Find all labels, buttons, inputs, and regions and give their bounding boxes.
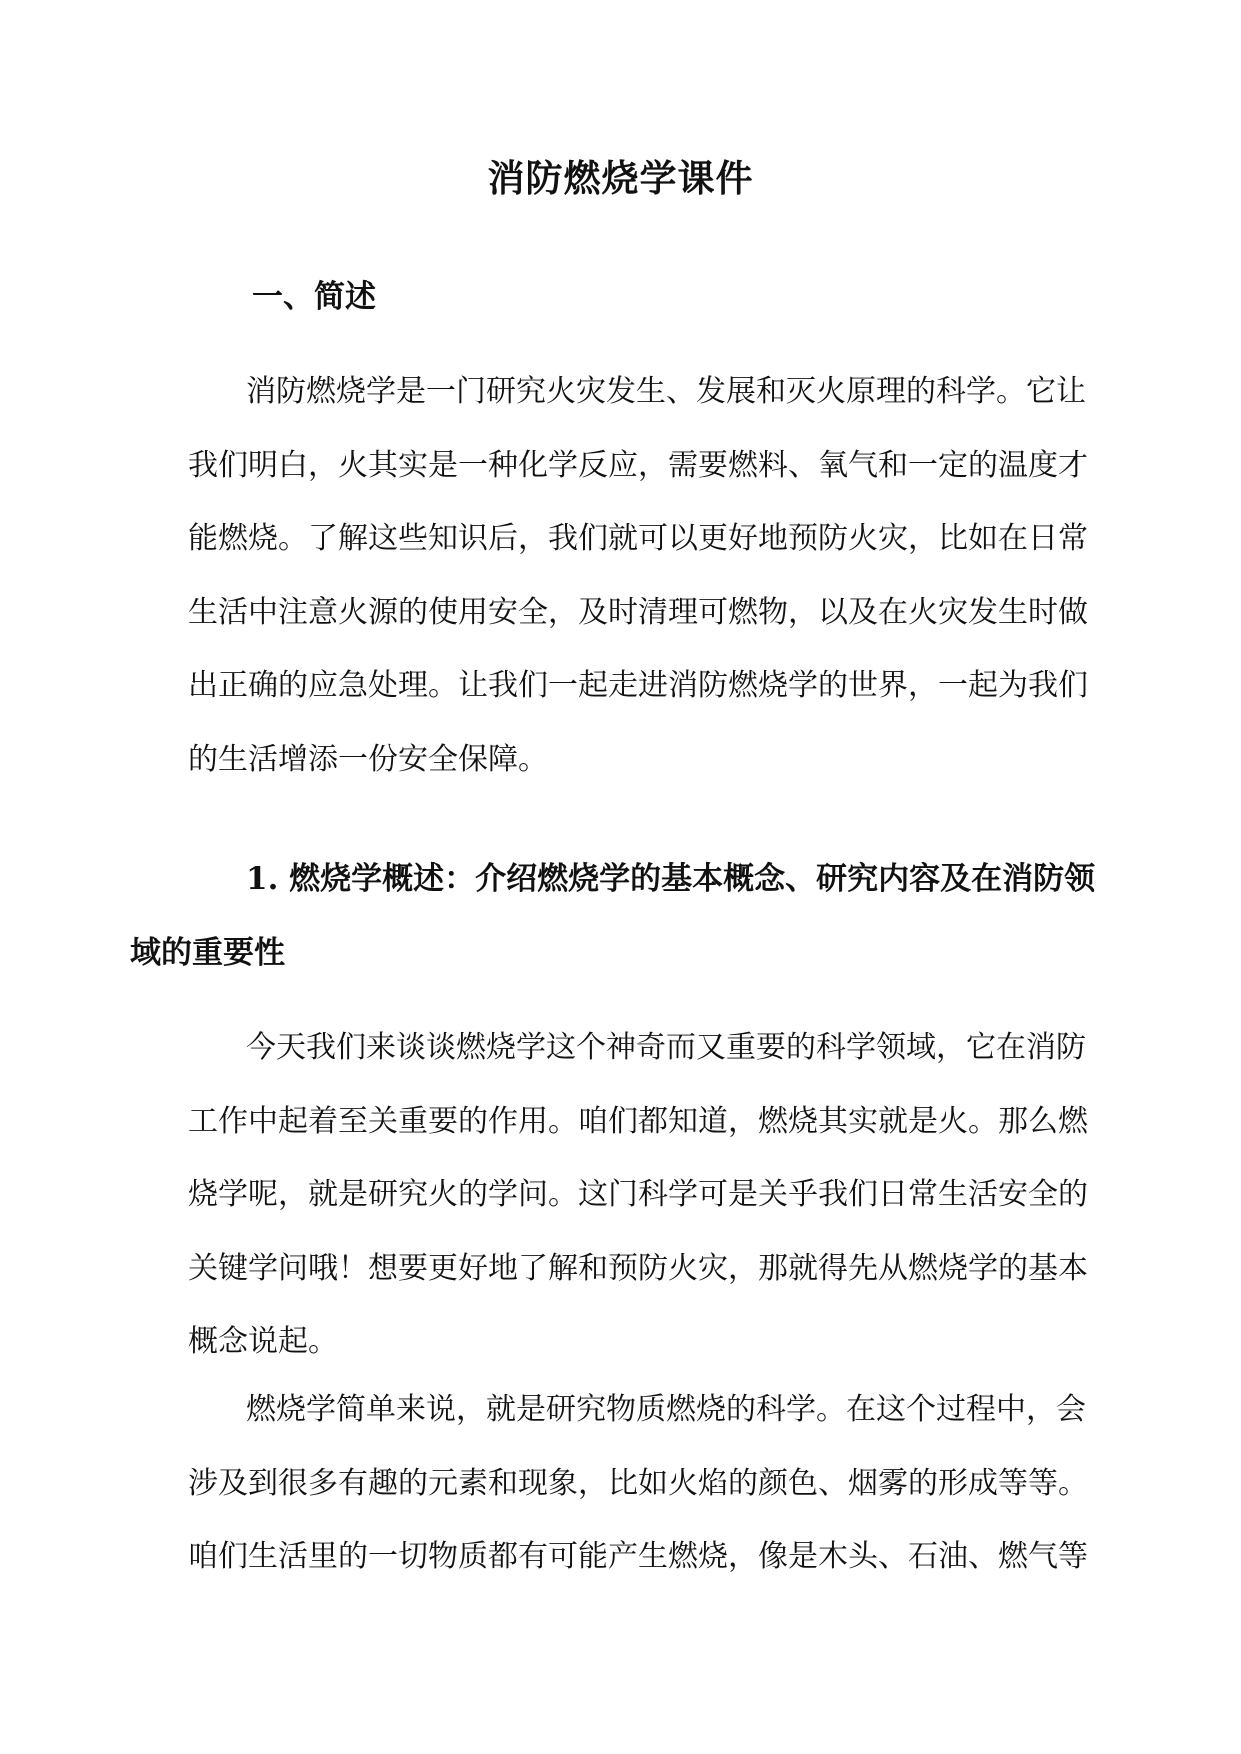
intro-paragraph [188, 355, 1088, 796]
text-line: 我们明白，火其实是一种化学反应，需要燃料、氧气和一定的温度才 [188, 447, 1088, 483]
text-line: 燃烧学简单来说，就是研究物质燃烧的科学。在这个过程中，会 [246, 1392, 1086, 1427]
heading-line: 1. 燃烧学概述：介绍燃烧学的基本概念、研究内容及在消防领 [246, 861, 1096, 897]
text-line: 能燃烧。了解这些知识后，我们就可以更好地预防火灾，比如在日常 [188, 521, 1088, 556]
text-line: 工作中起着至关重要的作用。咱们都知道，燃烧其实就是火。那么燃 [188, 1103, 1088, 1139]
text-line: 的生活增添一份安全保障。 [188, 741, 548, 777]
text-line: 咱们生活里的一切物质都有可能产生燃烧，像是木头、石油、燃气等 [188, 1539, 1088, 1574]
text-line: 出正确的应急处理。让我们一起走进消防燃烧学的世界，一起为我们 [188, 668, 1088, 703]
text-line: 涉及到很多有趣的元素和现象，比如火焰的颜色、烟雾的形成等等。 [188, 1465, 1088, 1501]
text-line: 关键学问哦！想要更好地了解和预防火灾，那就得先从燃烧学的基本 [188, 1250, 1088, 1286]
text-line: 烧学呢，就是研究火的学问。这门科学可是关乎我们日常生活安全的 [188, 1177, 1088, 1212]
section-heading: 一、简述 [252, 279, 376, 315]
text-line: 概念说起。 [188, 1324, 338, 1359]
heading-line: 域的重要性 [130, 935, 285, 971]
text-line: 今天我们来谈谈燃烧学这个神奇而又重要的科学领域，它在消防 [246, 1030, 1086, 1065]
text-line: 消防燃烧学是一门研究火灾发生、发展和灭火原理的科学。它让 [246, 374, 1086, 409]
body-paragraph-2 [188, 1011, 1088, 1379]
text-line: 生活中注意火源的使用安全，及时清理可燃物，以及在火灾发生时做 [188, 594, 1088, 630]
subsection-heading [130, 842, 1096, 990]
document-title: 消防燃烧学课件 [487, 156, 754, 200]
body-paragraph-3 [188, 1373, 1088, 1594]
